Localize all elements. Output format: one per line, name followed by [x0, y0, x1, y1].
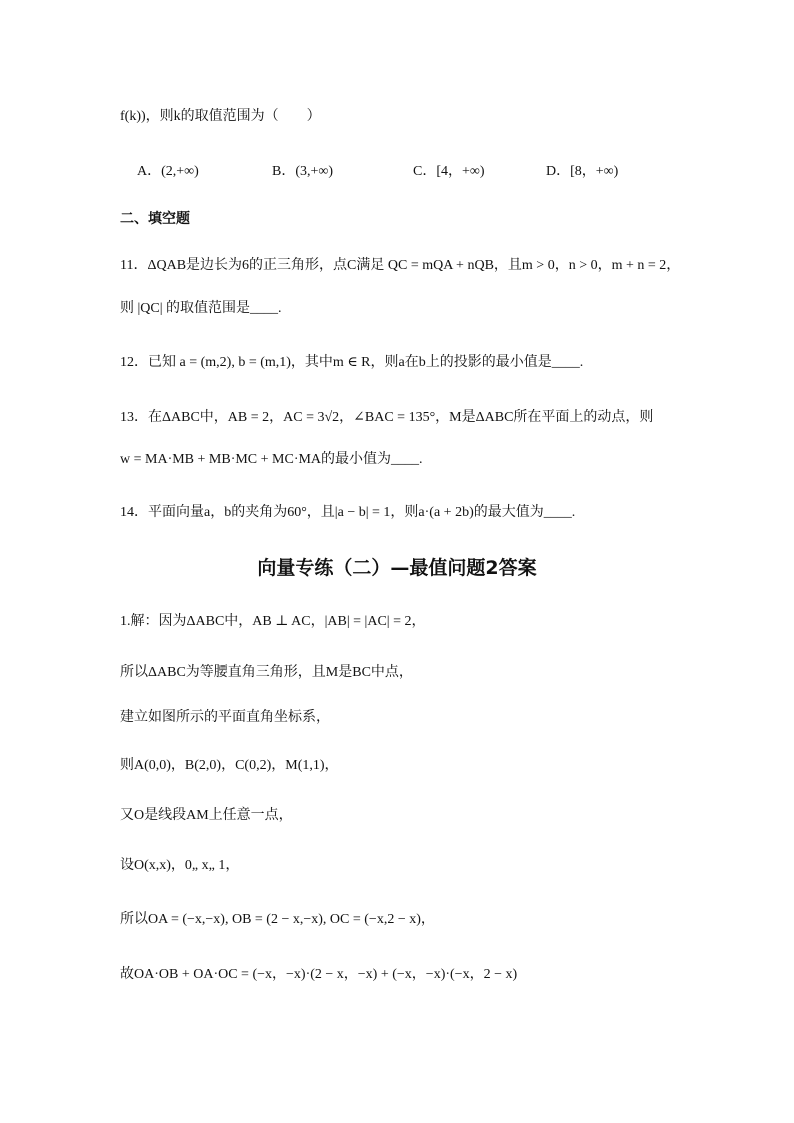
q11-line1: 11．ΔQAB是边长为6的正三角形，点C满足 QC = mQA + nQB，且m > 0，n > 0，m + n = 2，: [120, 258, 681, 273]
q12-line1: 12．已知 a = (m,2), b = (m,1)，其中m ∈ R，则a在b上的投影的最小值是____.: [120, 355, 584, 370]
answer-line-2: 所以ΔABC为等腰直角三角形，且M是BC中点，: [120, 665, 413, 680]
answer-line-8: 故OA·OB + OA·OC = (−x，−x)·(2 − x，−x) + (−x，−x)·(−x，2 − x): [120, 967, 518, 982]
answer-line-3: 建立如图所示的平面直角坐标系，: [120, 710, 330, 725]
q10-option-a: A．(2,+∞): [137, 164, 199, 179]
q13-line1: 13．在ΔABC中，AB = 2，AC = 3√2，∠BAC = 135°，M是ΔABC所在平面上的动点，则: [120, 410, 654, 425]
q14-line1: 14．平面向量a，b的夹角为60°，且|a − b| = 1，则a·(a + 2b)的最大值为____.: [120, 505, 576, 520]
q10-option-c: C．[4，+∞): [413, 164, 485, 179]
answer-line-1: 1.解：因为ΔABC中，AB ⊥ AC，|AB| = |AC| = 2，: [120, 614, 426, 629]
q10-tail: f(k))，则k的取值范围为（ ）: [120, 109, 321, 124]
answer-line-5: 又O是线段AM上任意一点，: [120, 808, 293, 823]
q11-line2: 则 |QC| 的取值范围是____.: [120, 301, 282, 316]
q10-option-d: D．[8，+∞): [546, 164, 619, 179]
q10-options: [0, 162, 794, 182]
section-heading: 二、填空题: [120, 211, 190, 227]
q10-option-b: B．(3,+∞): [272, 164, 334, 179]
answer-line-7: 所以OA = (−x,−x), OB = (2 − x,−x), OC = (−x,2 − x)，: [120, 912, 435, 927]
answer-line-6: 设O(x,x)，0„ x„ 1，: [120, 858, 240, 873]
answer-line-4: 则A(0,0)，B(2,0)，C(0,2)，M(1,1)，: [120, 758, 339, 773]
answer-title: 向量专练（二）—最值问题2答案: [257, 557, 537, 579]
q13-line2: w = MA·MB + MB·MC + MC·MA的最小值为____.: [120, 452, 423, 467]
